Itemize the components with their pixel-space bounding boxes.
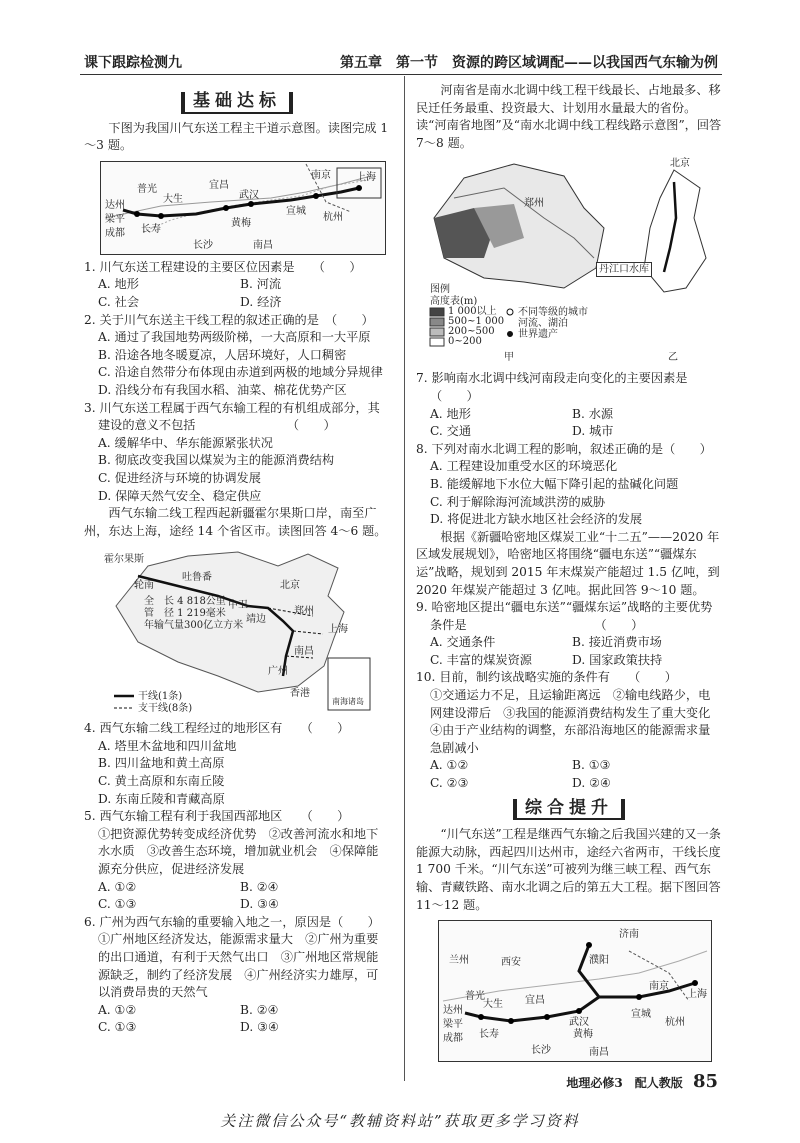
map4-label: 兰州 bbox=[449, 955, 469, 967]
column-divider bbox=[404, 76, 405, 1081]
q5-body: ①把资源优势转变成经济优势 ②改善河流水和地下水水质 ③改善生态环境，增加就业机会 ④保障能源充分供应，促进经济发展 bbox=[98, 826, 379, 877]
q6-body: ①广州地区经济发达，能源需求量大 ②广州为重要的出口通道，有利于天然气出口 ③广州地区常规能源缺乏，制约了经济发展 ④广州经济实力雄厚，可以消费昂贵的天然气 bbox=[98, 932, 379, 1000]
map2-label: 南昌 bbox=[294, 646, 314, 658]
q6-stem: 6. 广州为西气东输的重要输入地之一，原因是（ ） bbox=[84, 914, 380, 929]
map3-label: 高度表(m) bbox=[430, 296, 478, 308]
section-title-comprehensive: 综合提升 bbox=[416, 799, 722, 821]
q3-option-a: A. 缓解华中、华东能源紧张状况 bbox=[98, 435, 273, 450]
q7-option-b: B. 水源 bbox=[572, 406, 614, 421]
map1-label: 大生 bbox=[163, 193, 183, 205]
map4-label: 上海 bbox=[687, 989, 707, 1001]
q6-option-b: B. ②④ bbox=[240, 1002, 279, 1017]
map2-label: 郑州 bbox=[294, 606, 314, 618]
q5-option-b: B. ②④ bbox=[240, 879, 279, 894]
map4-label: 武汉 bbox=[569, 1017, 589, 1029]
intro-4: 根据《新疆哈密地区煤炭工业“十二五”——2020 年区域发展规划》，哈密地区将围绕“疆电东送”“疆煤东运”战略，规划到 2015 年末煤炭产能超过 1.5 亿吨，到 2020 年煤炭产能超过 3 亿吨。据此回答 9～10 题。 bbox=[416, 529, 720, 597]
map1-label: 上海 bbox=[356, 171, 376, 183]
bottom-note: 关注微信公众号“教辅资料站”获取更多学习资料 bbox=[220, 1112, 580, 1130]
q3-option-b: B. 彻底改变我国以煤炭为主的能源消费结构 bbox=[98, 453, 335, 468]
q4-option-d: D. 东南丘陵和青藏高原 bbox=[98, 791, 225, 806]
map1-label: 南昌 bbox=[253, 239, 273, 251]
q10-option-b: B. ①③ bbox=[572, 758, 611, 773]
q4-option-c: C. 黄土高原和东南丘陵 bbox=[98, 774, 225, 789]
map1-label: 梁平 bbox=[105, 213, 125, 225]
header-right: 第五章 第一节 资源的跨区域调配——以我国西气东输为例 bbox=[340, 55, 718, 71]
header-left: 课下跟踪检测九 bbox=[84, 55, 182, 71]
map2-info: 年输气量300亿立方米 bbox=[144, 620, 244, 632]
map-henan-south-north bbox=[424, 158, 716, 366]
q10-option-c: C. ②③ bbox=[430, 776, 469, 791]
map4-label: 济南 bbox=[619, 929, 639, 941]
map4-label: 达州 bbox=[443, 1005, 463, 1017]
q8-option-d: D. 将促进北方缺水地区社会经济的发展 bbox=[430, 512, 643, 527]
q10-option-a: A. ①② bbox=[430, 758, 469, 773]
map1-label: 长沙 bbox=[193, 239, 213, 251]
map1-label: 达州 bbox=[105, 199, 125, 211]
map1-label: 成都 bbox=[105, 227, 125, 239]
map4-label: 普光 bbox=[465, 991, 485, 1003]
header-rule bbox=[80, 74, 722, 75]
q2-stem: 2. 关于川气东送主干线工程的叙述正确的是 （ ） bbox=[84, 312, 374, 327]
map4-label: 长寿 bbox=[479, 1029, 499, 1041]
q3-stem: 3. 川气东送工程属于西气东输工程的有机组成部分，其建设的意义不包括 （ ） bbox=[84, 400, 380, 433]
map4-label: 濮阳 bbox=[589, 955, 609, 967]
map3-label: 200~500 bbox=[448, 326, 495, 338]
map2-label: 中卫 bbox=[228, 600, 248, 612]
page-number: 85 bbox=[692, 1071, 718, 1092]
map2-label: 吐鲁番 bbox=[182, 572, 212, 584]
q1-option-c: C. 社会 bbox=[98, 294, 140, 309]
map1-label: 宜昌 bbox=[209, 179, 229, 191]
q5-option-c: C. ①③ bbox=[98, 897, 137, 912]
q1-option-a: A. 地形 bbox=[98, 277, 139, 292]
map4-label: 西安 bbox=[501, 957, 521, 969]
q4-option-b: B. 四川盆地和黄土高原 bbox=[98, 756, 225, 771]
map2-label: 香港 bbox=[290, 688, 310, 700]
q8-option-a: A. 工程建设加重受水区的环境恶化 bbox=[430, 459, 618, 474]
map2-inset: 南海诸岛 bbox=[332, 697, 364, 707]
q8-stem: 8. 下列对南水北调工程的影响，叙述正确的是（ ） bbox=[416, 441, 712, 456]
map-sichuan-gas bbox=[100, 161, 386, 255]
q7-option-c: C. 交通 bbox=[430, 424, 472, 439]
map2-label: 靖边 bbox=[246, 614, 266, 626]
q7-stem: 7. 影响南水北调中线河南段走向变化的主要因素是（ ） bbox=[416, 371, 688, 403]
map2-label: 轮南 bbox=[134, 580, 154, 592]
q5-option-d: D. ③④ bbox=[240, 897, 279, 912]
map3-label: 500~1 000 bbox=[448, 316, 505, 328]
map1-label: 武汉 bbox=[239, 189, 259, 201]
q2-option-b: B. 沿途各地冬暖夏凉，人居环境好，人口稠密 bbox=[98, 347, 347, 362]
map4-label: 成都 bbox=[443, 1033, 463, 1045]
q4-stem: 4. 西气东输二线工程经过的地形区有 （ ） bbox=[84, 721, 350, 736]
q5-option-a: A. ①② bbox=[98, 879, 137, 894]
map1-label: 黄梅 bbox=[231, 217, 251, 229]
map4-label: 宣城 bbox=[631, 1009, 651, 1021]
map4-label: 梁平 bbox=[443, 1019, 463, 1031]
map4-label: 大生 bbox=[483, 999, 503, 1011]
intro-1: 下图为我国川气东送工程主干道示意图。读图完成 1～3 题。 bbox=[84, 120, 389, 153]
map3-label: 北京 bbox=[670, 158, 690, 170]
map2-info: 管 径 1 219毫米 bbox=[144, 608, 226, 620]
q10-stem: 10. 目前，制约该战略实施的条件有 （ ） bbox=[416, 670, 677, 685]
intro-5: “川气东送”工程是继西气东输之后我国兴建的又一条能源大动脉，西起四川达州市，途经六省两市，干线长度 1 700 千米。“川气东送”可被列为继三峡工程、西气东输、青藏铁路、南水北调之后的第五大工程。据下图回答 11～12 题。 bbox=[416, 827, 721, 912]
q8-option-c: C. 利于解除海河流域洪涝的威胁 bbox=[430, 494, 606, 509]
map-sichuan-gas-2 bbox=[438, 920, 712, 1062]
q6-option-c: C. ①③ bbox=[98, 1020, 137, 1035]
page-footer bbox=[566, 1071, 718, 1092]
map3-label: 图例 bbox=[430, 284, 450, 296]
map3-label: 甲 bbox=[504, 352, 514, 364]
q6-option-a: A. ①② bbox=[98, 1002, 137, 1017]
right-column bbox=[416, 82, 722, 1062]
map3-label: 河流、湖泊 bbox=[518, 318, 568, 330]
map-west-east-gas-2 bbox=[104, 546, 378, 716]
q2-option-c: C. 沿途自然带分布体现由赤道到两极的地域分异规律 bbox=[98, 365, 383, 380]
q8-option-b: B. 能缓解地下水位大幅下降引起的盐碱化问题 bbox=[430, 476, 679, 491]
q7-option-a: A. 地形 bbox=[430, 406, 471, 421]
q5-stem: 5. 西气东输工程有利于我国西部地区 （ ） bbox=[84, 809, 350, 824]
map3-label: 世界遗产 bbox=[518, 329, 558, 341]
map4-label: 南京 bbox=[649, 981, 669, 993]
left-column bbox=[84, 90, 390, 1037]
q9-option-a: A. 交通条件 bbox=[430, 635, 496, 650]
q2-option-d: D. 沿线分布有我国水稻、油菜、棉花优势产区 bbox=[98, 382, 347, 397]
map1-label: 南京 bbox=[311, 169, 331, 181]
q9-option-c: C. 丰富的煤炭资源 bbox=[430, 652, 532, 667]
q9-stem: 9. 哈密地区提出“疆电东送”“疆煤东运”战略的主要优势条件是 （ ） bbox=[416, 600, 713, 632]
q10-option-d: D. ②④ bbox=[572, 776, 611, 791]
map4-label: 长沙 bbox=[531, 1045, 551, 1057]
map3-label: 0~200 bbox=[448, 336, 482, 348]
q1-stem: 1. 川气东送工程建设的主要区位因素是 （ ） bbox=[84, 259, 362, 274]
map4-label: 黄梅 bbox=[573, 1029, 593, 1041]
map2-label: 北京 bbox=[280, 580, 300, 592]
map4-label: 杭州 bbox=[665, 1017, 685, 1029]
map3-label: 不同等级的城市 bbox=[518, 307, 588, 319]
map1-label: 普光 bbox=[137, 183, 157, 195]
map3-label: 乙 bbox=[668, 352, 678, 364]
footer-book: 地理必修3 配人教版 bbox=[566, 1076, 683, 1090]
map4-label: 宜昌 bbox=[525, 995, 545, 1007]
intro-2: 西气东输二线工程西起新疆霍尔果斯口岸，南至广州，东达上海，途经 14 个省区市。读图回答 4～6 题。 bbox=[84, 506, 387, 538]
section-title-basic: 基础达标 bbox=[84, 92, 390, 114]
intro-3: 河南省是南水北调中线工程干线最长、占地最多、移民迁任务最重、投资最大、计划用水量最大的省份。读“河南省地图”及“南水北调中线工程线路示意图”，回答 7～8 题。 bbox=[416, 83, 722, 150]
q6-option-d: D. ③④ bbox=[240, 1020, 279, 1035]
map2-label: 广州 bbox=[268, 666, 288, 678]
q3-option-d: D. 保障天然气安全、稳定供应 bbox=[98, 488, 262, 503]
q3-option-c: C. 促进经济与环境的协调发展 bbox=[98, 470, 261, 485]
map1-label: 长寿 bbox=[141, 223, 161, 235]
map2-legend: 支干线(8条) bbox=[138, 703, 193, 715]
map3-label: 丹江口水库 bbox=[596, 262, 652, 277]
map2-label: 上海 bbox=[328, 624, 348, 636]
q2-option-a: A. 通过了我国地势两级阶梯，一大高原和一大平原 bbox=[98, 330, 371, 345]
map1-label: 杭州 bbox=[323, 211, 343, 223]
q10-body: ①交通运力不足，且运输距离远 ②输电线路少，电网建设滞后 ③我国的能源消费结构发生了重大变化 ④由于产业结构的调整，东部沿海地区的能源需求量急剧减小 bbox=[430, 688, 723, 755]
q9-option-d: D. 国家政策扶持 bbox=[572, 652, 663, 667]
map1-label: 宣城 bbox=[286, 205, 306, 217]
map2-legend: 干线(1条) bbox=[138, 691, 183, 703]
map3-label: 郑州 bbox=[524, 198, 544, 210]
map2-label: 霍尔果斯 bbox=[104, 554, 144, 566]
q1-option-d: D. 经济 bbox=[240, 294, 282, 309]
q7-option-d: D. 城市 bbox=[572, 424, 614, 439]
q1-option-b: B. 河流 bbox=[240, 277, 282, 292]
q9-option-b: B. 接近消费市场 bbox=[572, 635, 662, 650]
map4-label: 南昌 bbox=[589, 1047, 609, 1059]
map3-label: 1 000以上 bbox=[448, 306, 497, 318]
map2-info: 全 长 4 818公里 bbox=[144, 596, 226, 608]
q4-option-a: A. 塔里木盆地和四川盆地 bbox=[98, 738, 237, 753]
